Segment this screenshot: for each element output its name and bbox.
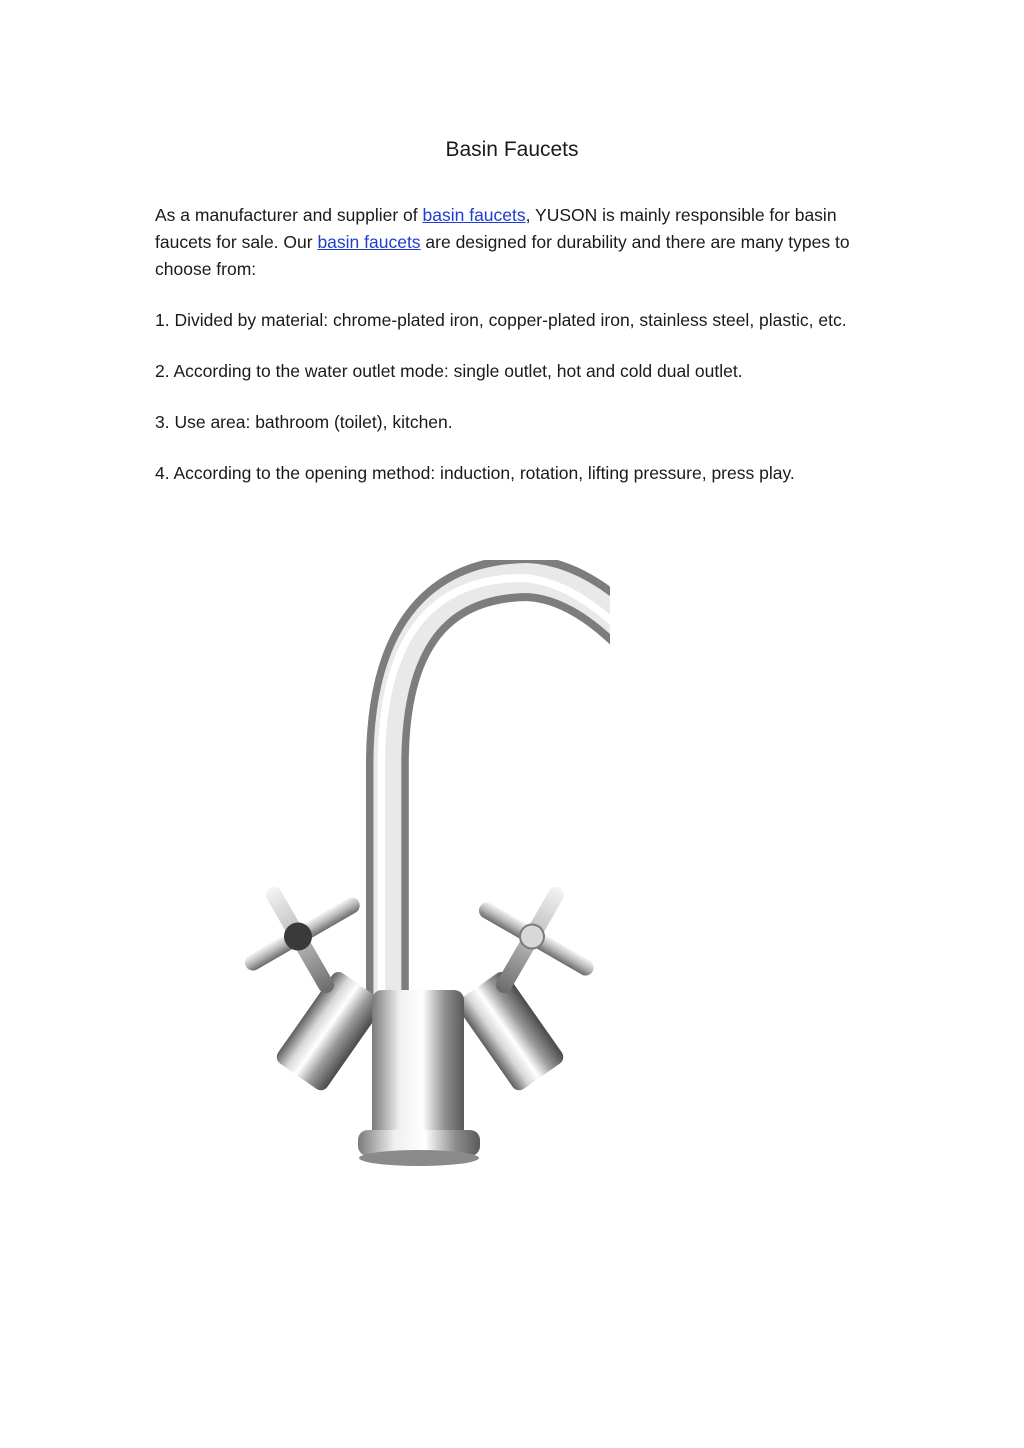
list-item: 3. Use area: bathroom (toilet), kitchen.	[155, 412, 453, 432]
basin-faucets-link-2[interactable]: basin faucets	[317, 232, 421, 252]
intro-text-2: , YUSON is mainly responsible for basin faucets for sale. Our	[155, 205, 837, 252]
list-item: 1. Divided by material: chrome-plated iron, copper-plated iron, stainless steel, plastic, etc.	[155, 310, 847, 330]
basin-faucet-icon	[230, 560, 610, 1180]
intro-text-1: As a manufacturer and supplier of	[155, 205, 423, 225]
intro-text-3: are designed for durability and there are many types to choose from:	[155, 232, 850, 279]
list-item: 4. According to the opening method: induction, rotation, lifting pressure, press play.	[155, 463, 795, 483]
faucet-image	[230, 560, 610, 1180]
intro-paragraph	[155, 202, 885, 283]
basin-faucets-link-1[interactable]: basin faucets	[422, 205, 526, 225]
document-body	[155, 202, 885, 511]
page-title: Basin Faucets	[445, 138, 579, 161]
list-item: 2. According to the water outlet mode: single outlet, hot and cold dual outlet.	[155, 361, 743, 381]
